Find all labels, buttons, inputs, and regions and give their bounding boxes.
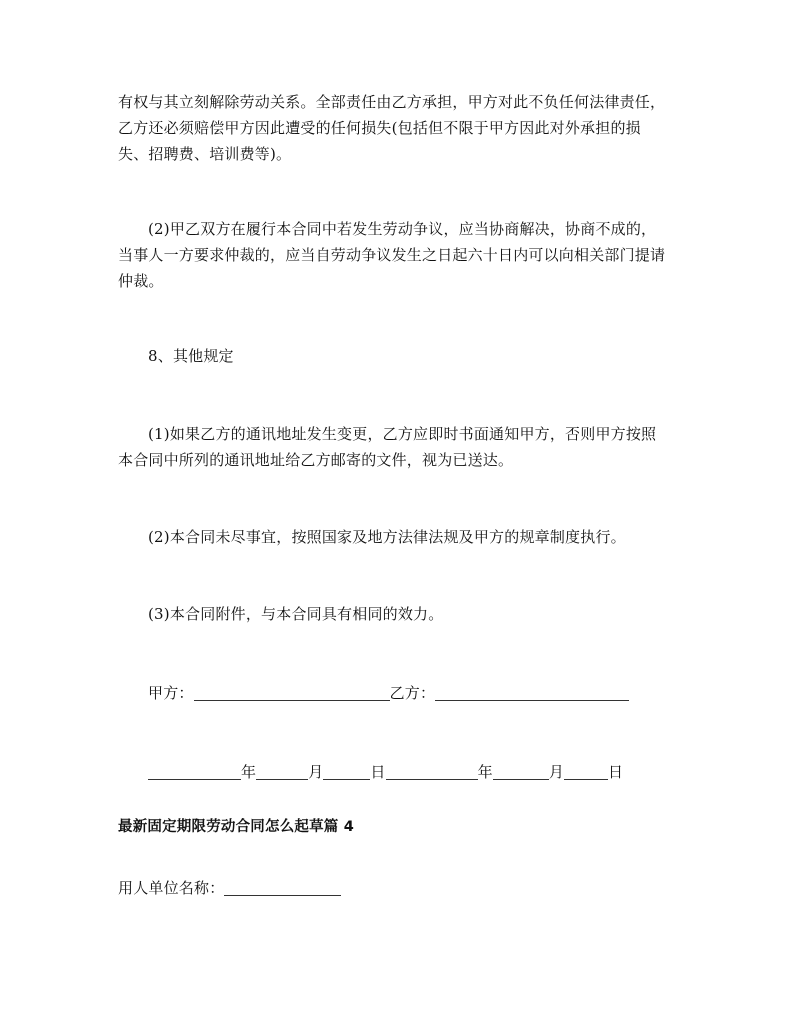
employer-name-field[interactable] (224, 880, 341, 896)
paragraph-line: 乙方还必须赔偿甲方因此遭受的任何损失(包括但不限于甲方因此对外承担的损 (118, 119, 641, 137)
party-a-day-field[interactable] (323, 764, 370, 780)
paragraph-line: (2)本合同未尽事宜，按照国家及地方法律法规及甲方的规章制度执行。 (148, 528, 626, 546)
year-label: 年 (477, 763, 493, 781)
party-a-year-field[interactable] (148, 764, 241, 780)
day-label: 日 (608, 763, 624, 781)
signature-line (148, 683, 629, 704)
party-a-signature-field[interactable] (194, 685, 390, 701)
employer-label: 用人单位名称： (118, 879, 225, 897)
party-a-label: 甲方： (148, 684, 194, 702)
paragraph-line: 当事人一方要求仲裁的，应当自劳动争议发生之日起六十日内可以向相关部门提请 (118, 246, 666, 264)
month-label: 月 (308, 763, 324, 781)
year-label: 年 (241, 763, 257, 781)
paragraph-line: (1)如果乙方的通讯地址发生变更，乙方应即时书面通知甲方，否则甲方按照 (148, 425, 657, 443)
day-label: 日 (370, 763, 386, 781)
section-title: 8、其他规定 (148, 347, 234, 365)
paragraph-line: 本合同中所列的通讯地址给乙方邮寄的文件，视为已送达。 (118, 451, 514, 469)
party-b-month-field[interactable] (493, 764, 549, 780)
party-a-month-field[interactable] (256, 764, 308, 780)
party-b-day-field[interactable] (564, 764, 608, 780)
paragraph-line: 失、招聘费、培训费等)。 (118, 145, 292, 163)
section-heading: 最新固定期限劳动合同怎么起草篇 4 (118, 819, 355, 835)
party-b-year-field[interactable] (386, 764, 478, 780)
paragraph-line: 仲裁。 (118, 272, 164, 290)
month-label: 月 (548, 763, 565, 781)
date-line (148, 762, 623, 783)
party-b-label: 乙方： (389, 684, 436, 702)
paragraph-line: (2)甲乙双方在履行本合同中若发生劳动争议，应当协商解决，协商不成的， (148, 220, 657, 238)
party-b-signature-field[interactable] (435, 685, 629, 701)
paragraph-line: 有权与其立刻解除劳动关系。全部责任由乙方承担，甲方对此不负任何法律责任， (118, 93, 666, 111)
paragraph-line: (3)本合同附件，与本合同具有相同的效力。 (148, 605, 444, 623)
employer-line (118, 878, 341, 899)
